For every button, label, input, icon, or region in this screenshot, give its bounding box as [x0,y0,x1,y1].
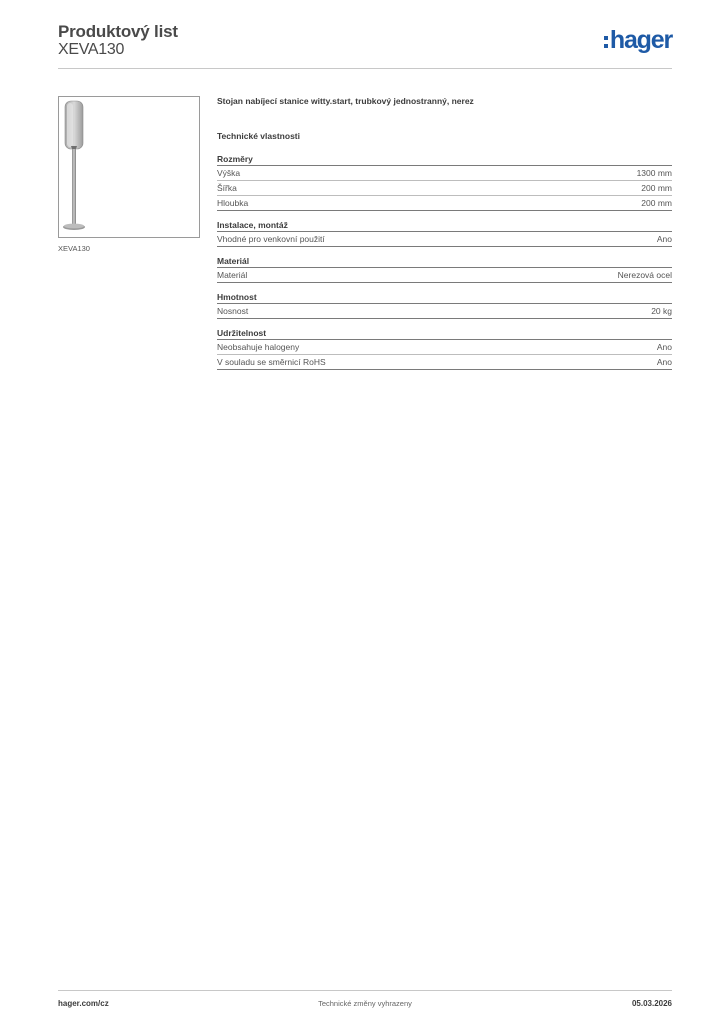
logo-text: hager [609,25,672,54]
footer-date: 05.03.2026 [631,999,672,1008]
spec-value: 1300 mm [636,168,672,178]
spec-value: Nerezová ocel [617,270,672,280]
spec-value: Ano [656,357,672,367]
spec-row [217,268,672,283]
footer-website: hager.com/cz [58,999,109,1008]
spec-row [217,304,672,319]
spec-value: Ano [656,342,672,352]
spec-label: V souladu se směrnicí RoHS [217,357,326,367]
technical-properties-title: Technické vlastnosti [217,131,300,141]
section-title: Rozměry [217,153,672,166]
section-title: Udržitelnost [217,327,672,340]
product-code: XEVA130 [58,41,125,58]
section-sustainability [217,327,672,370]
spec-row [217,181,672,196]
page-footer [58,990,672,1008]
spec-row [217,166,672,181]
header-divider [58,68,672,69]
spec-row [217,355,672,370]
product-details [217,96,672,370]
section-dimensions [217,153,672,211]
product-image-frame [58,96,200,238]
spec-label: Neobsahuje halogeny [217,342,300,352]
spec-label: Vhodné pro venkovní použití [217,234,325,244]
spec-row [217,340,672,355]
logo-dots-icon [604,36,608,48]
spec-value: 20 kg [651,306,672,316]
footer-note: Technické změny vyhrazeny [318,999,412,1008]
hager-logo [604,26,672,54]
charging-stand-image [59,97,201,239]
page-header [58,20,672,70]
page-title: Produktový list [58,22,178,41]
spec-label: Materiál [217,270,248,280]
spec-label: Nosnost [217,306,249,316]
spec-value: 200 mm [641,198,672,208]
spec-value: Ano [656,234,672,244]
spec-label: Hloubka [217,198,249,208]
section-title: Hmotnost [217,291,672,304]
section-weight [217,291,672,319]
image-caption: XEVA130 [58,244,90,253]
section-material [217,255,672,283]
product-description: Stojan nabíjecí stanice witty.start, trubkový jednostranný, nerez [217,96,474,106]
section-title: Instalace, montáž [217,219,672,232]
spec-row [217,232,672,247]
spec-value: 200 mm [641,183,672,193]
spec-row [217,196,672,211]
section-title: Materiál [217,255,672,268]
spec-label: Výška [217,168,241,178]
spec-label: Šířka [217,183,237,193]
section-installation [217,219,672,247]
